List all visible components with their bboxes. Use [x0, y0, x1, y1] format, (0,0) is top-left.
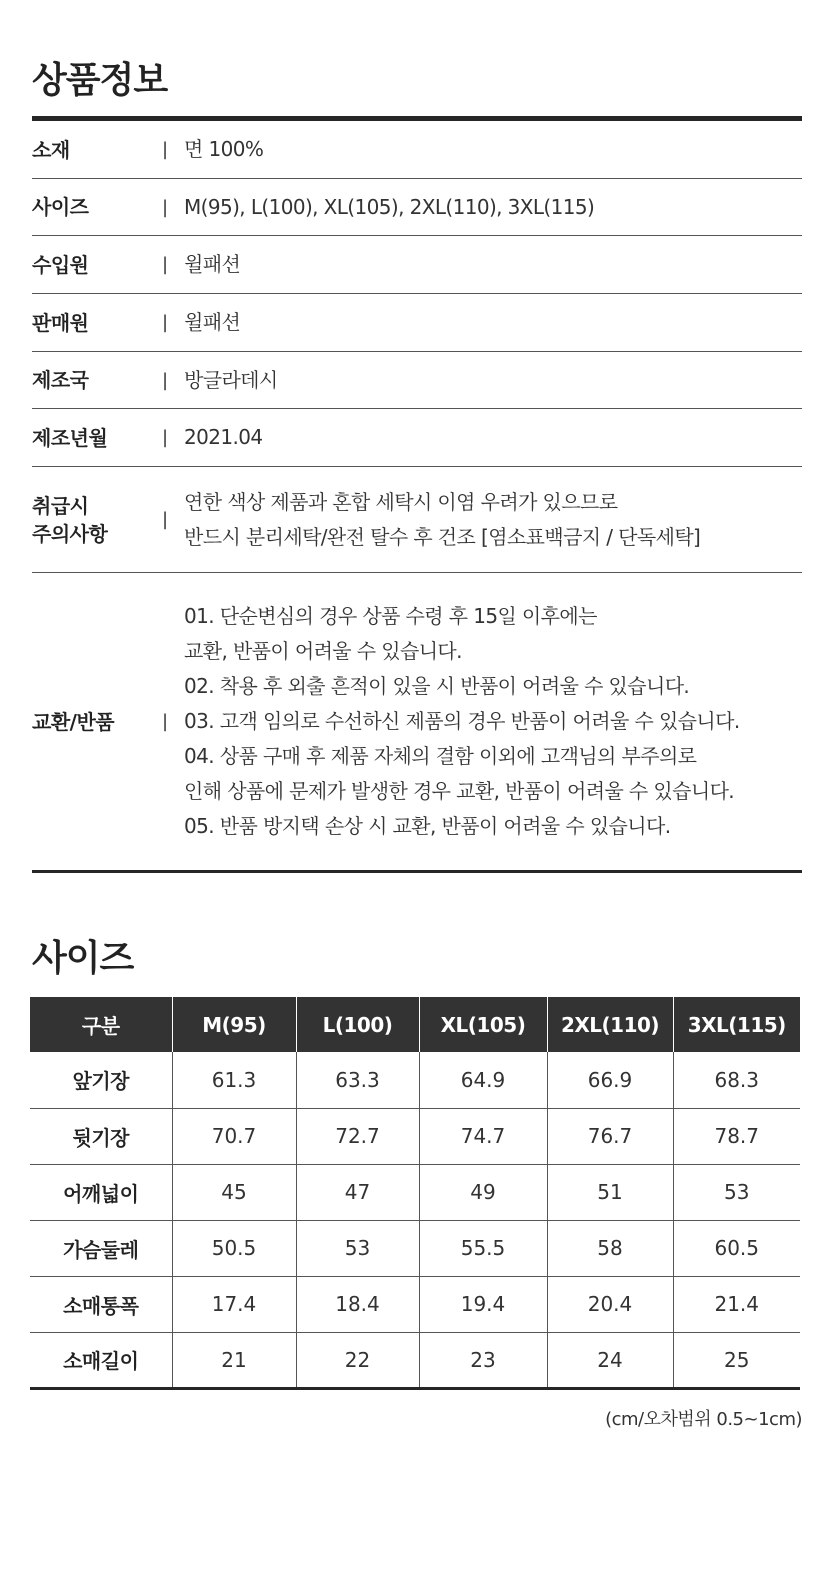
- table-cell: 55.5: [419, 1220, 547, 1276]
- table-cell: 49: [419, 1164, 547, 1220]
- column-header: L(100): [296, 997, 419, 1052]
- info-row-size: [32, 179, 802, 236]
- table-row: [30, 1052, 800, 1108]
- row-label: 앞기장: [30, 1052, 172, 1108]
- info-row-importer: [32, 236, 802, 294]
- table-cell: 47: [296, 1164, 419, 1220]
- info-value: 01. 단순변심의 경우 상품 수령 후 15일 이후에는 교환, 반품이 어려울 수 있습니다. 02. 착용 후 외출 흔적이 있을 시 반품이 어려울 수 있습니다. 03. 고객 임의로 수선하신 제품의 경우 반품이 어려울 수 있습니다. 04. 상품 구매 후 제품 자체의 결함 이외에 고객님의 부주의로 인해 상품에 문제가 발생한 경우 교환, 반품이 어려울 수 있습니다. 05. 반품 방지택 손상 시 교환, 반품이 어려울 수 있습니다.: [184, 604, 740, 838]
- table-row: [30, 1220, 800, 1276]
- column-header: XL(105): [419, 997, 547, 1052]
- row-label: 소매통폭: [30, 1276, 172, 1332]
- row-label: 소매길이: [30, 1332, 172, 1388]
- table-cell: 19.4: [419, 1276, 547, 1332]
- info-row-return-policy: [32, 573, 802, 873]
- info-label: 교환/반품: [32, 709, 115, 734]
- table-cell: 21: [172, 1332, 296, 1388]
- info-value: M(95), L(100), XL(105), 2XL(110), 3XL(115): [184, 194, 595, 219]
- column-header: M(95): [172, 997, 296, 1052]
- separator: |: [162, 196, 169, 218]
- table-row: [30, 1164, 800, 1220]
- table-cell: 64.9: [419, 1052, 547, 1108]
- table-row: [30, 1332, 800, 1388]
- table-cell: 24: [547, 1332, 673, 1388]
- column-header: 3XL(115): [673, 997, 800, 1052]
- separator: |: [162, 427, 169, 448]
- info-label: 사이즈: [32, 195, 89, 219]
- column-header: 2XL(110): [547, 997, 673, 1052]
- info-value: 연한 색상 제품과 혼합 세탁시 이염 우려가 있으므로 반드시 분리세탁/완전 탈수 후 건조 [염소표백금지 / 단독세탁]: [184, 489, 701, 549]
- table-cell: 58: [547, 1220, 673, 1276]
- info-label: 수입원: [32, 252, 89, 277]
- table-cell: 25: [673, 1332, 800, 1388]
- row-label: 뒷기장: [30, 1108, 172, 1164]
- product-info-title: 상품정보: [32, 60, 168, 101]
- info-row-material: [32, 121, 802, 179]
- info-value: 2021.04: [184, 425, 263, 449]
- info-label: 제조년월: [32, 425, 108, 450]
- info-row-care: [32, 467, 802, 573]
- info-value: 윌패션: [184, 310, 241, 334]
- table-cell: 60.5: [673, 1220, 800, 1276]
- table-cell: 53: [296, 1220, 419, 1276]
- table-row: [30, 1276, 800, 1332]
- info-row-seller: [32, 294, 802, 352]
- table-cell: 51: [547, 1164, 673, 1220]
- separator: |: [162, 369, 169, 391]
- separator: |: [162, 509, 169, 530]
- table-cell: 63.3: [296, 1052, 419, 1108]
- table-cell: 78.7: [673, 1108, 800, 1164]
- separator: |: [162, 254, 169, 275]
- column-header: 구분: [30, 997, 172, 1052]
- table-cell: 23: [419, 1332, 547, 1388]
- table-cell: 21.4: [673, 1276, 800, 1332]
- separator: |: [162, 711, 169, 732]
- info-row-manufacture-date: [32, 409, 802, 467]
- table-cell: 50.5: [172, 1220, 296, 1276]
- info-value: 방글라데시: [184, 367, 278, 392]
- table-cell: 76.7: [547, 1108, 673, 1164]
- table-cell: 66.9: [547, 1052, 673, 1108]
- table-cell: 45: [172, 1164, 296, 1220]
- size-chart-header-row: [30, 997, 800, 1052]
- table-cell: 17.4: [172, 1276, 296, 1332]
- info-value: 면 100%: [184, 137, 264, 161]
- size-chart-table: [30, 997, 800, 1390]
- table-cell: 18.4: [296, 1276, 419, 1332]
- measurement-note: (cm/오차범위 0.5~1cm): [605, 1409, 802, 1430]
- separator: |: [162, 312, 169, 333]
- product-info-table: [32, 116, 802, 873]
- table-cell: 68.3: [673, 1052, 800, 1108]
- table-cell: 61.3: [172, 1052, 296, 1108]
- table-cell: 53: [673, 1164, 800, 1220]
- row-label: 가슴둘레: [30, 1220, 172, 1276]
- info-value: 윌패션: [184, 252, 241, 276]
- table-cell: 74.7: [419, 1108, 547, 1164]
- table-cell: 72.7: [296, 1108, 419, 1164]
- table-cell: 70.7: [172, 1108, 296, 1164]
- info-label: 제조국: [32, 368, 89, 392]
- separator: |: [162, 139, 169, 160]
- table-cell: 22: [296, 1332, 419, 1388]
- row-label: 어깨넓이: [30, 1164, 172, 1220]
- info-label: 취급시 주의사항: [32, 493, 108, 546]
- info-label: 소재: [32, 137, 70, 162]
- size-chart-title: 사이즈: [32, 938, 134, 979]
- table-cell: 20.4: [547, 1276, 673, 1332]
- table-row: [30, 1108, 800, 1164]
- info-row-country: [32, 352, 802, 409]
- info-label: 판매원: [32, 310, 89, 335]
